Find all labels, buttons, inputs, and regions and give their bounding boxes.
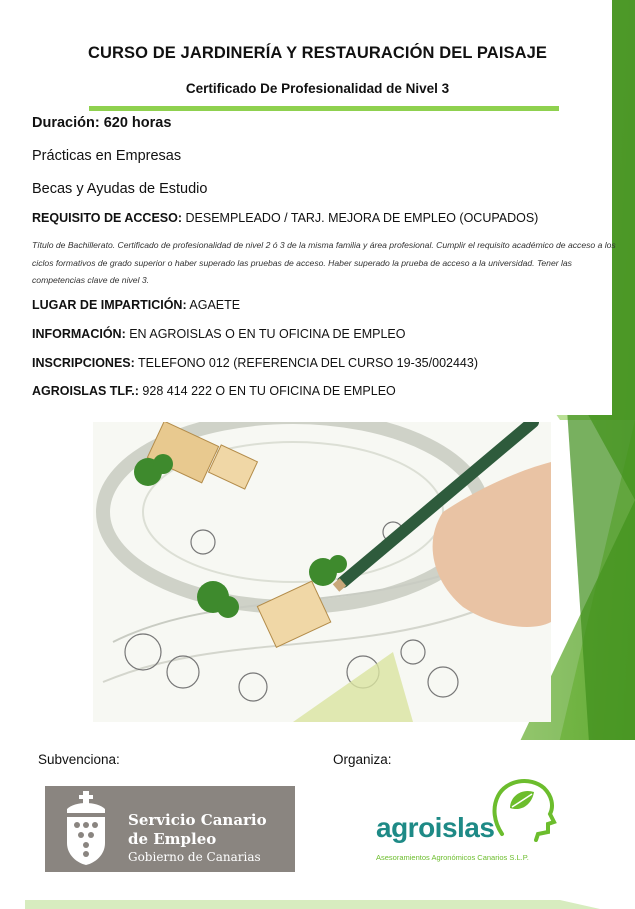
organizer-label: Organiza:	[333, 752, 392, 767]
access-note: Título de Bachillerato. Certificado de profesionalidad de nivel 2 ó 3 de la misma familia y área profesional. Cumplir el requisito académico de acceso a los ciclos formativos de grado superior o haber superado las pruebas de acceso. Haber superado la prueba de acceso a la universidad. Tener las competencias clave de nivel 3.	[32, 240, 616, 285]
access-requirement	[32, 211, 538, 225]
phone-label: AGROISLAS TLF.:	[32, 384, 139, 398]
agroislas-logo	[370, 772, 570, 872]
duration-text: Duración: 620 horas	[32, 115, 172, 131]
grants-text: Becas y Ayudas de Estudio	[32, 181, 208, 197]
title-divider	[89, 106, 559, 111]
scs-logo-line2: de Empleo	[128, 830, 217, 848]
course-title: CURSO DE JARDINERÍA Y RESTAURACIÓN DEL PAISAJE	[87, 44, 548, 62]
coat-of-arms-icon	[61, 791, 111, 867]
place-label: LUGAR DE IMPARTICIÓN:	[32, 298, 187, 312]
info-label: INFORMACIÓN:	[32, 327, 126, 341]
agroislas-wordmark: agroislas	[376, 812, 495, 843]
scs-logo-line1: Servicio Canario	[128, 811, 267, 829]
access-value: DESEMPLEADO / TARJ. MEJORA DE EMPLEO (OCUPADOS)	[182, 211, 539, 225]
servicio-canario-empleo-logo	[45, 786, 295, 872]
phone-line	[32, 384, 396, 398]
agroislas-tagline: Asesoramientos Agronómicos Canarios S.L.P.	[376, 853, 529, 862]
subsidized-label: Subvenciona:	[38, 752, 120, 767]
registration-line	[32, 356, 478, 370]
phone-value: 928 414 222 O EN TU OFICINA DE EMPLEO	[138, 384, 396, 398]
place-line	[32, 298, 240, 312]
registration-label: INSCRIPCIONES:	[32, 356, 135, 370]
landscape-sketch-illustration	[93, 422, 551, 722]
place-value: AGAETE	[186, 298, 241, 312]
info-value: EN AGROISLAS O EN TU OFICINA DE EMPLEO	[125, 327, 406, 341]
certificate-subtitle: Certificado De Profesionalidad de Nivel 3	[185, 81, 450, 96]
access-label: REQUISITO DE ACCESO:	[32, 211, 183, 225]
internships-text: Prácticas en Empresas	[32, 148, 182, 164]
scs-logo-line3: Gobierno de Canarias	[128, 850, 261, 864]
head-leaf-icon	[488, 774, 558, 842]
registration-value: TELEFONO 012 (REFERENCIA DEL CURSO 19-35/002443)	[134, 356, 478, 370]
info-line	[32, 327, 405, 341]
